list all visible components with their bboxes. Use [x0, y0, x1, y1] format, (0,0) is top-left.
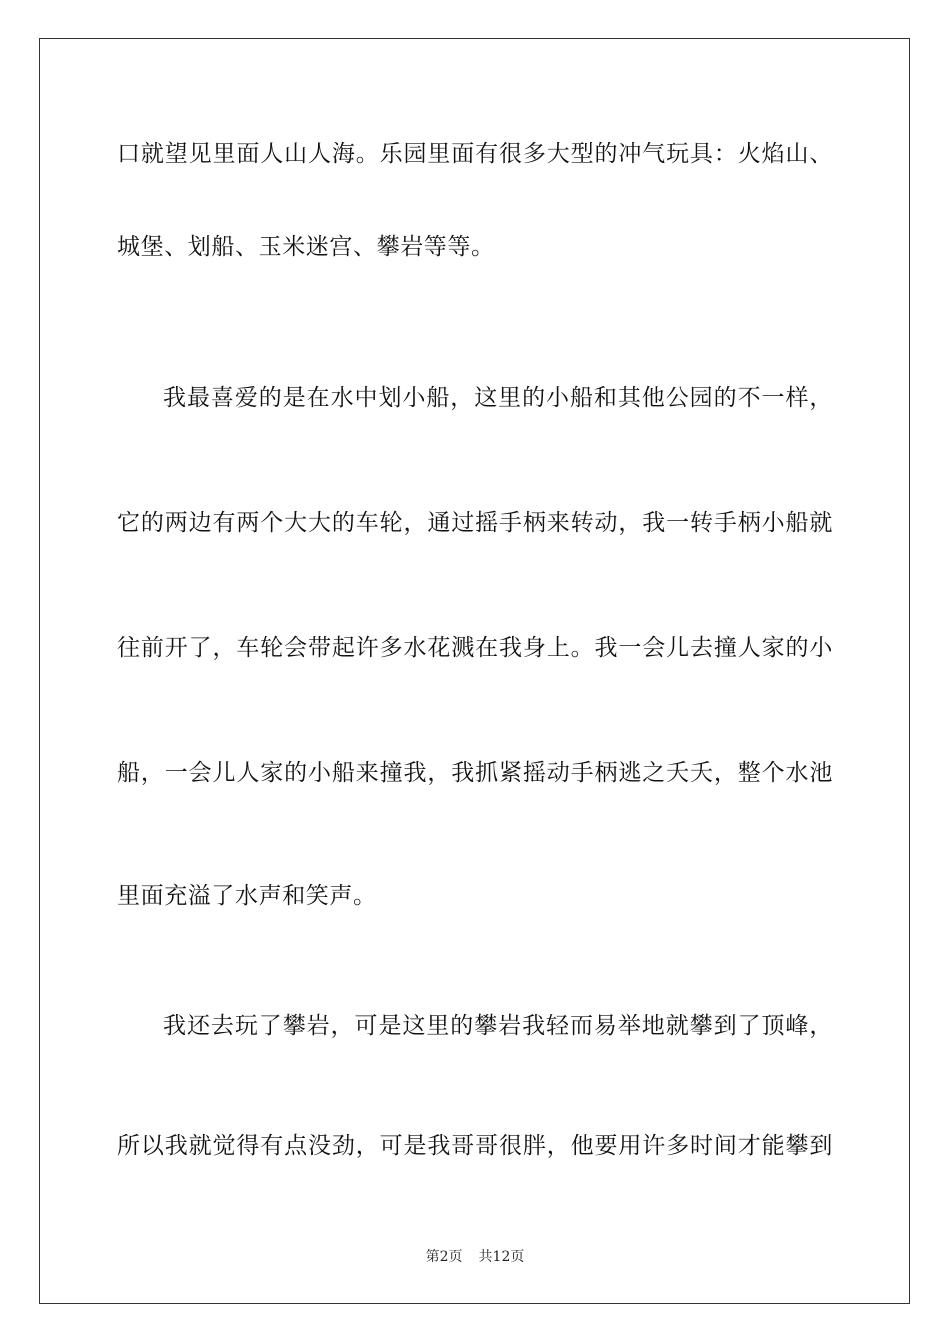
text-line: 我最喜爱的是在水中划小船，这里的小船和其他公园的不一样，	[163, 385, 833, 411]
text-line: 船，一会儿人家的小船来撞我，我抓紧摇动手柄逃之夭夭，整个水池	[117, 760, 833, 786]
text-line: 里面充溢了水声和笑声。	[117, 883, 377, 909]
text-line: 所以我就觉得有点没劲，可是我哥哥很胖，他要用许多时间才能攀到	[117, 1133, 833, 1159]
page-footer	[0, 1248, 950, 1266]
page-total: 共12页	[478, 1249, 525, 1265]
text-line: 城堡、划船、玉米迷宫、攀岩等等。	[117, 234, 495, 260]
page-frame	[39, 38, 910, 1304]
text-line: 口就望见里面人山人海。乐园里面有很多大型的冲气玩具：火焰山、	[117, 141, 833, 167]
text-line: 往前开了，车轮会带起许多水花溅在我身上。我一会儿去撞人家的小	[117, 635, 833, 661]
page-number: 第2页	[425, 1249, 463, 1265]
text-line: 我还去玩了攀岩，可是这里的攀岩我轻而易举地就攀到了顶峰，	[163, 1013, 833, 1039]
text-line: 它的两边有两个大大的车轮，通过摇手柄来转动，我一转手柄小船就	[117, 510, 833, 536]
